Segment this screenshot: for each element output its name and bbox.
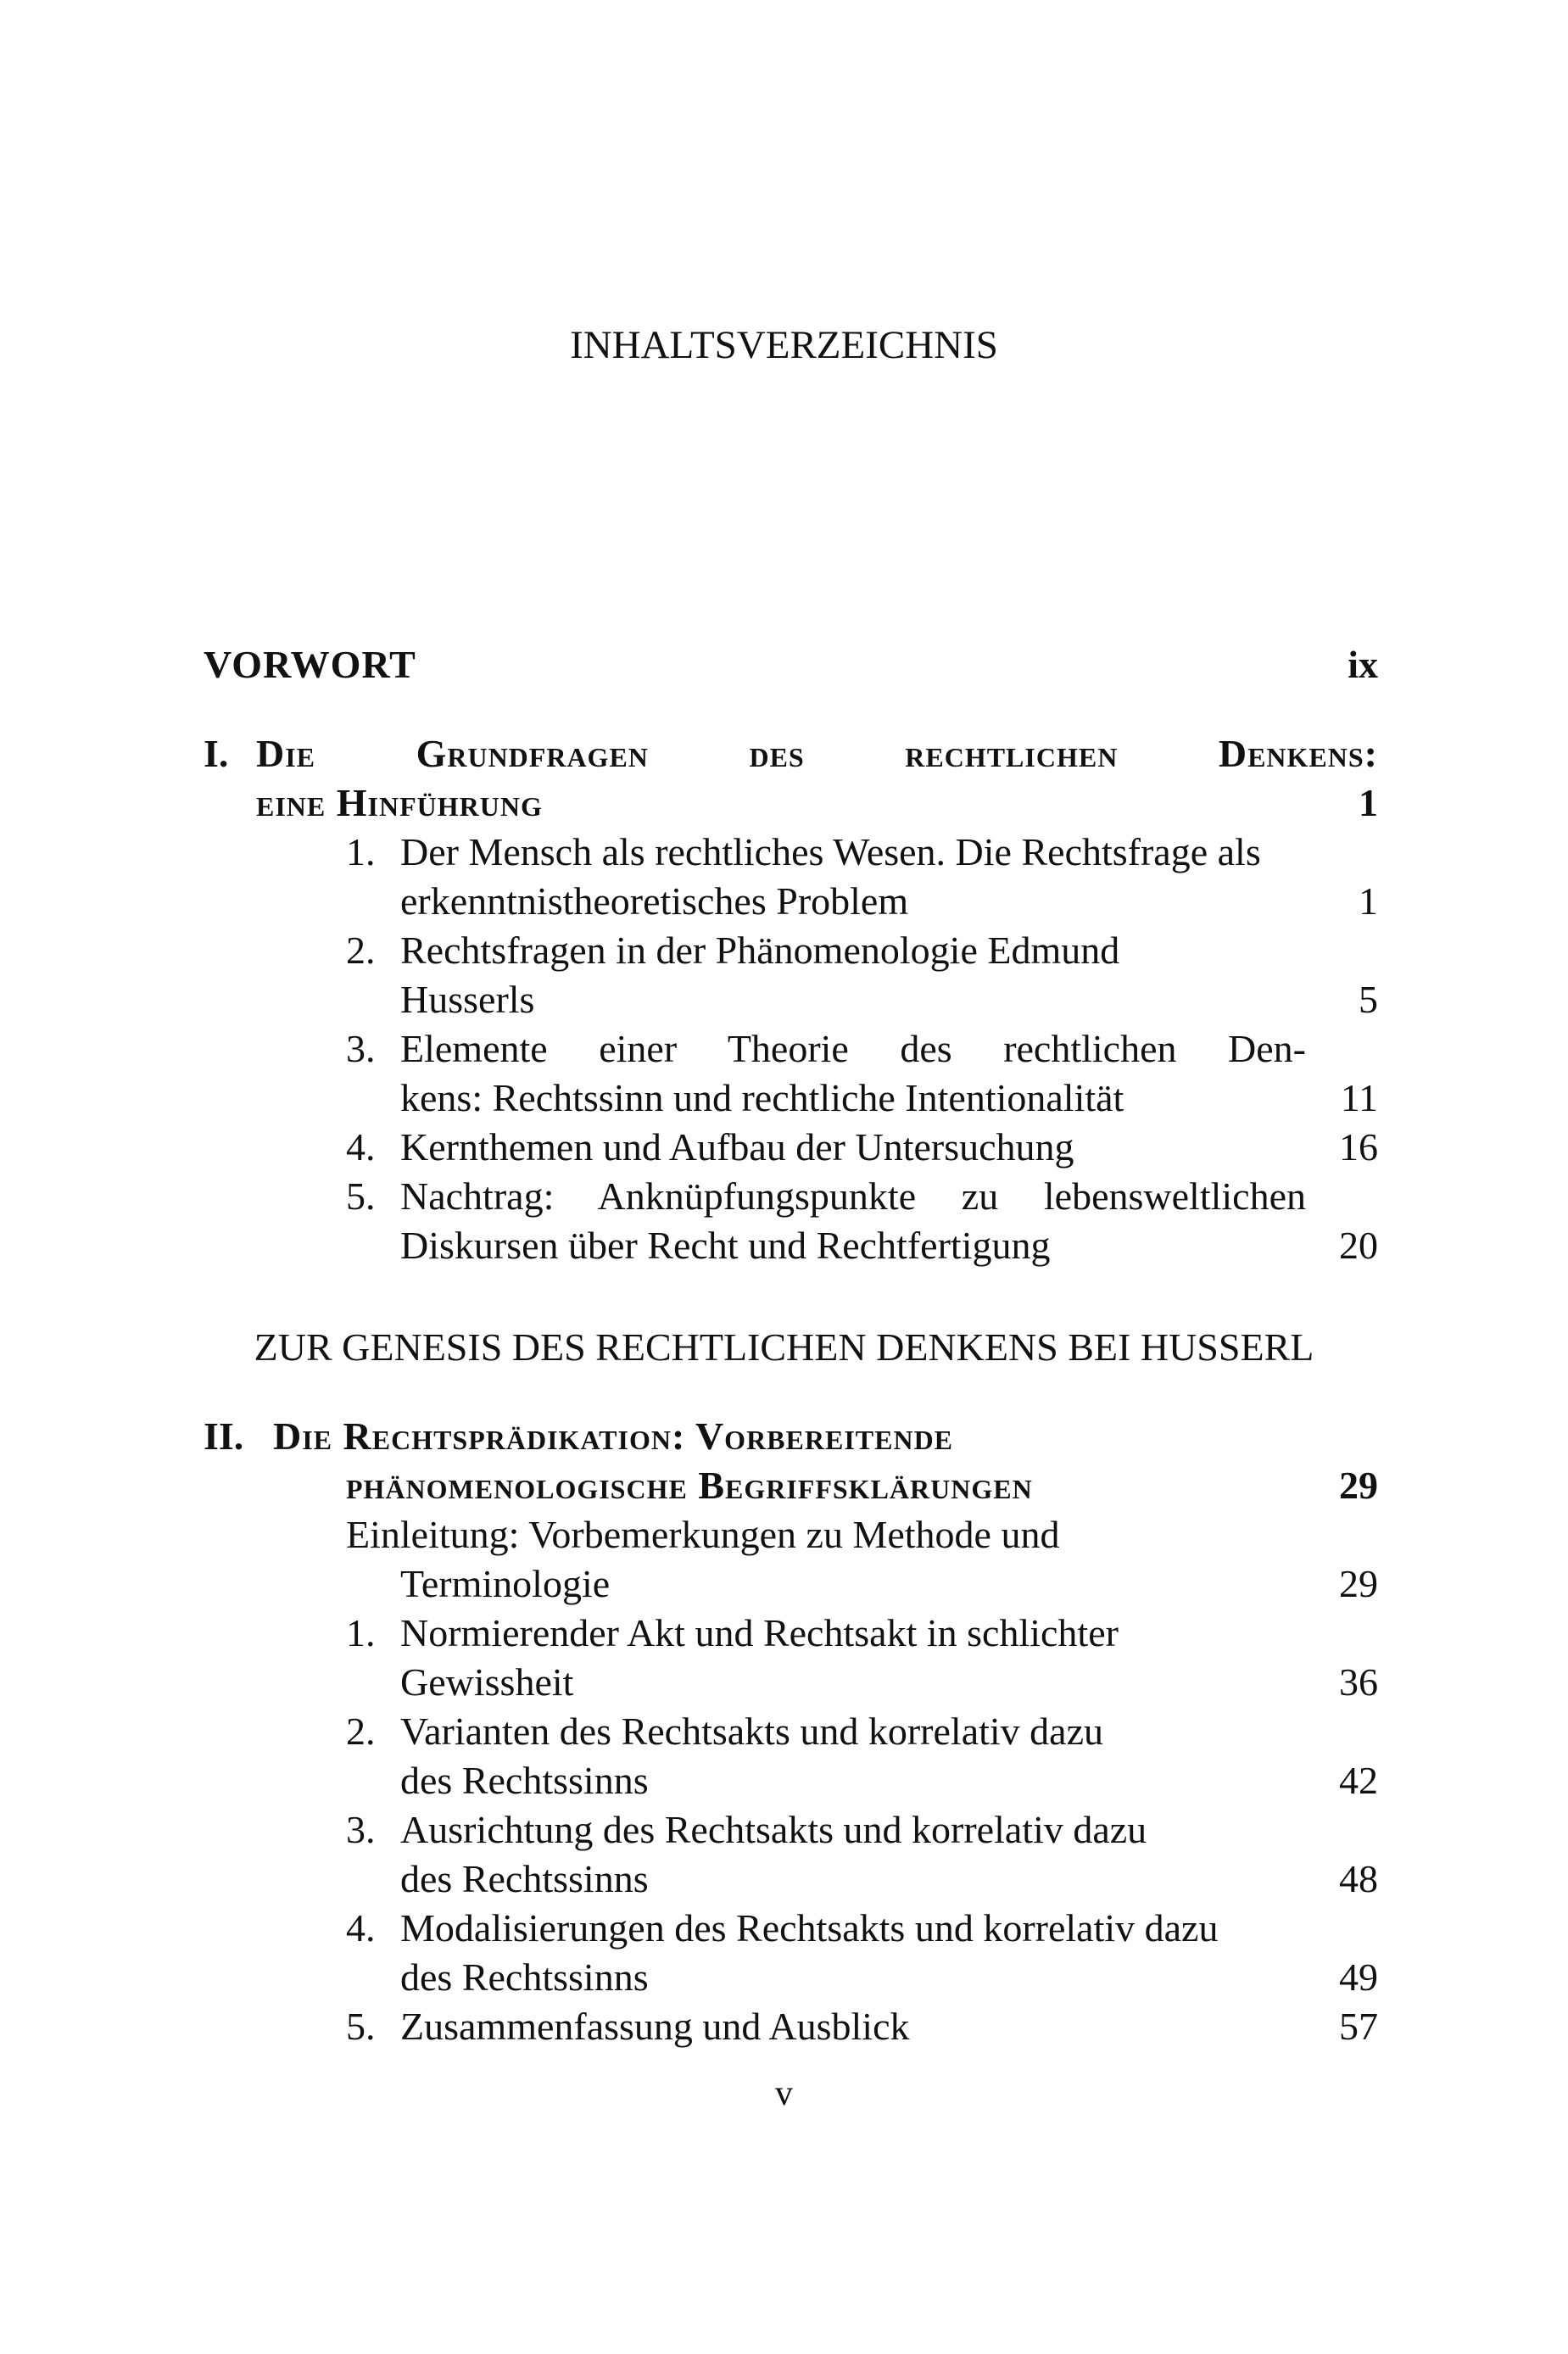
entry-page: 1 bbox=[1359, 879, 1378, 923]
page-number: v bbox=[775, 2074, 793, 2113]
chapter-2-title-line1: Die Rechtsprädikation: Vorbereitende bbox=[273, 1414, 954, 1458]
chapter-2-number: II. bbox=[204, 1414, 244, 1458]
entry-number: 3. bbox=[346, 1027, 376, 1070]
entry-title: Terminologie bbox=[400, 1562, 611, 1605]
entry-page: 20 bbox=[1339, 1224, 1378, 1267]
chapter-2-entry-1-cont[interactable] bbox=[204, 1658, 1378, 1707]
chapter-2-entry-2-cont[interactable] bbox=[204, 1756, 1378, 1805]
chapter-1-entry-4[interactable] bbox=[204, 1123, 1378, 1172]
chapter-1-entry-2[interactable] bbox=[204, 926, 1378, 975]
entry-title: Ausrichtung des Rechtsakts und korrelativ dazu bbox=[400, 1808, 1147, 1851]
entry-number: 2. bbox=[346, 1710, 376, 1753]
entry-title: Zusammenfassung und Ausblick bbox=[400, 2005, 910, 2048]
entry-number: 5. bbox=[346, 2005, 376, 2048]
chapter-2-entry-3-cont[interactable] bbox=[204, 1855, 1378, 1904]
entry-page: 16 bbox=[1339, 1125, 1378, 1169]
chapter-1-title-line2: eine Hinführung bbox=[256, 781, 543, 824]
entry-page: 11 bbox=[1340, 1076, 1378, 1119]
entry-page: 5 bbox=[1359, 978, 1378, 1021]
entry-page: 42 bbox=[1339, 1759, 1378, 1802]
toc-entry-vorwort[interactable] bbox=[204, 640, 1378, 689]
chapter-1-entry-5[interactable] bbox=[204, 1172, 1378, 1221]
entry-title: des Rechtssinns bbox=[400, 1955, 649, 1999]
entry-number: 4. bbox=[346, 1906, 376, 1950]
chapter-2-entry-4-cont[interactable] bbox=[204, 1953, 1378, 2002]
vorwort-label: VORWORT bbox=[204, 643, 416, 686]
chapter-2-intro-cont[interactable] bbox=[204, 1559, 1378, 1609]
page-title: INHALTSVERZEICHNIS bbox=[570, 323, 998, 367]
entry-title: Husserls bbox=[400, 978, 535, 1021]
chapter-2-title-line2: phänomenologische Begriffsklärungen bbox=[346, 1464, 1033, 1507]
entry-title: Elemente einer Theorie des rechtlichen Den- bbox=[400, 1027, 1306, 1070]
entry-number: 2. bbox=[346, 929, 376, 972]
entry-number: 4. bbox=[346, 1125, 376, 1169]
chapter-2-intro[interactable] bbox=[204, 1510, 1378, 1559]
entry-title: Gewissheit bbox=[400, 1660, 574, 1704]
chapter-1-entry-1[interactable] bbox=[204, 828, 1378, 877]
entry-title: Modalisierungen des Rechtsakts und korrelativ dazu bbox=[400, 1906, 1219, 1950]
entry-number: 1. bbox=[346, 830, 376, 873]
entry-page: 57 bbox=[1339, 2005, 1378, 2048]
entry-title: Nachtrag: Anknüpfungspunkte zu lebensweltlichen bbox=[400, 1174, 1306, 1218]
chapter-1-entry-3-cont[interactable] bbox=[204, 1074, 1378, 1123]
chapter-1-number: I. bbox=[204, 732, 229, 775]
entry-title: Normierender Akt und Rechtsakt in schlichter bbox=[400, 1611, 1119, 1654]
chapter-1-entry-2-cont[interactable] bbox=[204, 975, 1378, 1024]
chapter-2-entry-1[interactable] bbox=[204, 1609, 1378, 1658]
chapter-1-title-line1: Die Grundfragen des rechtlichen Denkens: bbox=[256, 732, 1378, 775]
entry-title: des Rechtssinns bbox=[400, 1759, 649, 1802]
chapter-1-entry-1-cont[interactable] bbox=[204, 877, 1378, 926]
chapter-1-entry-3[interactable] bbox=[204, 1024, 1378, 1074]
chapter-2-entry-2[interactable] bbox=[204, 1707, 1378, 1756]
entry-title: Einleitung: Vorbemerkungen zu Methode und bbox=[346, 1513, 1060, 1556]
chapter-2-entry-3[interactable] bbox=[204, 1805, 1378, 1855]
entry-number: 3. bbox=[346, 1808, 376, 1851]
entry-title: Kernthemen und Aufbau der Untersuchung bbox=[400, 1125, 1074, 1169]
entry-title: des Rechtssinns bbox=[400, 1857, 649, 1900]
entry-title: Der Mensch als rechtliches Wesen. Die Rechtsfrage als bbox=[400, 830, 1261, 873]
entry-title: Diskursen über Recht und Rechtfertigung bbox=[400, 1224, 1051, 1267]
chapter-2-page: 29 bbox=[1339, 1464, 1378, 1507]
entry-page: 29 bbox=[1339, 1562, 1378, 1605]
entry-number: 1. bbox=[346, 1611, 376, 1654]
entry-title: Rechtsfragen in der Phänomenologie Edmund bbox=[400, 929, 1120, 972]
entry-page: 48 bbox=[1339, 1857, 1378, 1900]
entry-title: Varianten des Rechtsakts und korrelativ dazu bbox=[400, 1710, 1104, 1753]
entry-title: kens: Rechtssinn und rechtliche Intentionalität bbox=[400, 1076, 1124, 1119]
chapter-2-entry-5[interactable] bbox=[204, 2002, 1378, 2051]
part-heading: ZUR GENESIS DES RECHTLICHEN DENKENS BEI HUSSERL bbox=[254, 1325, 1314, 1369]
chapter-1-entry-5-cont[interactable] bbox=[204, 1221, 1378, 1270]
entry-page: 36 bbox=[1339, 1660, 1378, 1704]
chapter-1-heading-line1[interactable] bbox=[204, 729, 1378, 778]
entry-number: 5. bbox=[346, 1174, 376, 1218]
entry-title: erkenntnistheoretisches Problem bbox=[400, 879, 909, 923]
entry-page: 49 bbox=[1339, 1955, 1378, 1999]
vorwort-page: ix bbox=[1348, 643, 1378, 686]
chapter-2-entry-4[interactable] bbox=[204, 1904, 1378, 1953]
chapter-1-heading-line2[interactable] bbox=[204, 778, 1378, 828]
chapter-1-page: 1 bbox=[1359, 781, 1378, 824]
chapter-2-heading-line2[interactable] bbox=[204, 1461, 1378, 1510]
chapter-2-heading-line1[interactable] bbox=[204, 1412, 1378, 1461]
